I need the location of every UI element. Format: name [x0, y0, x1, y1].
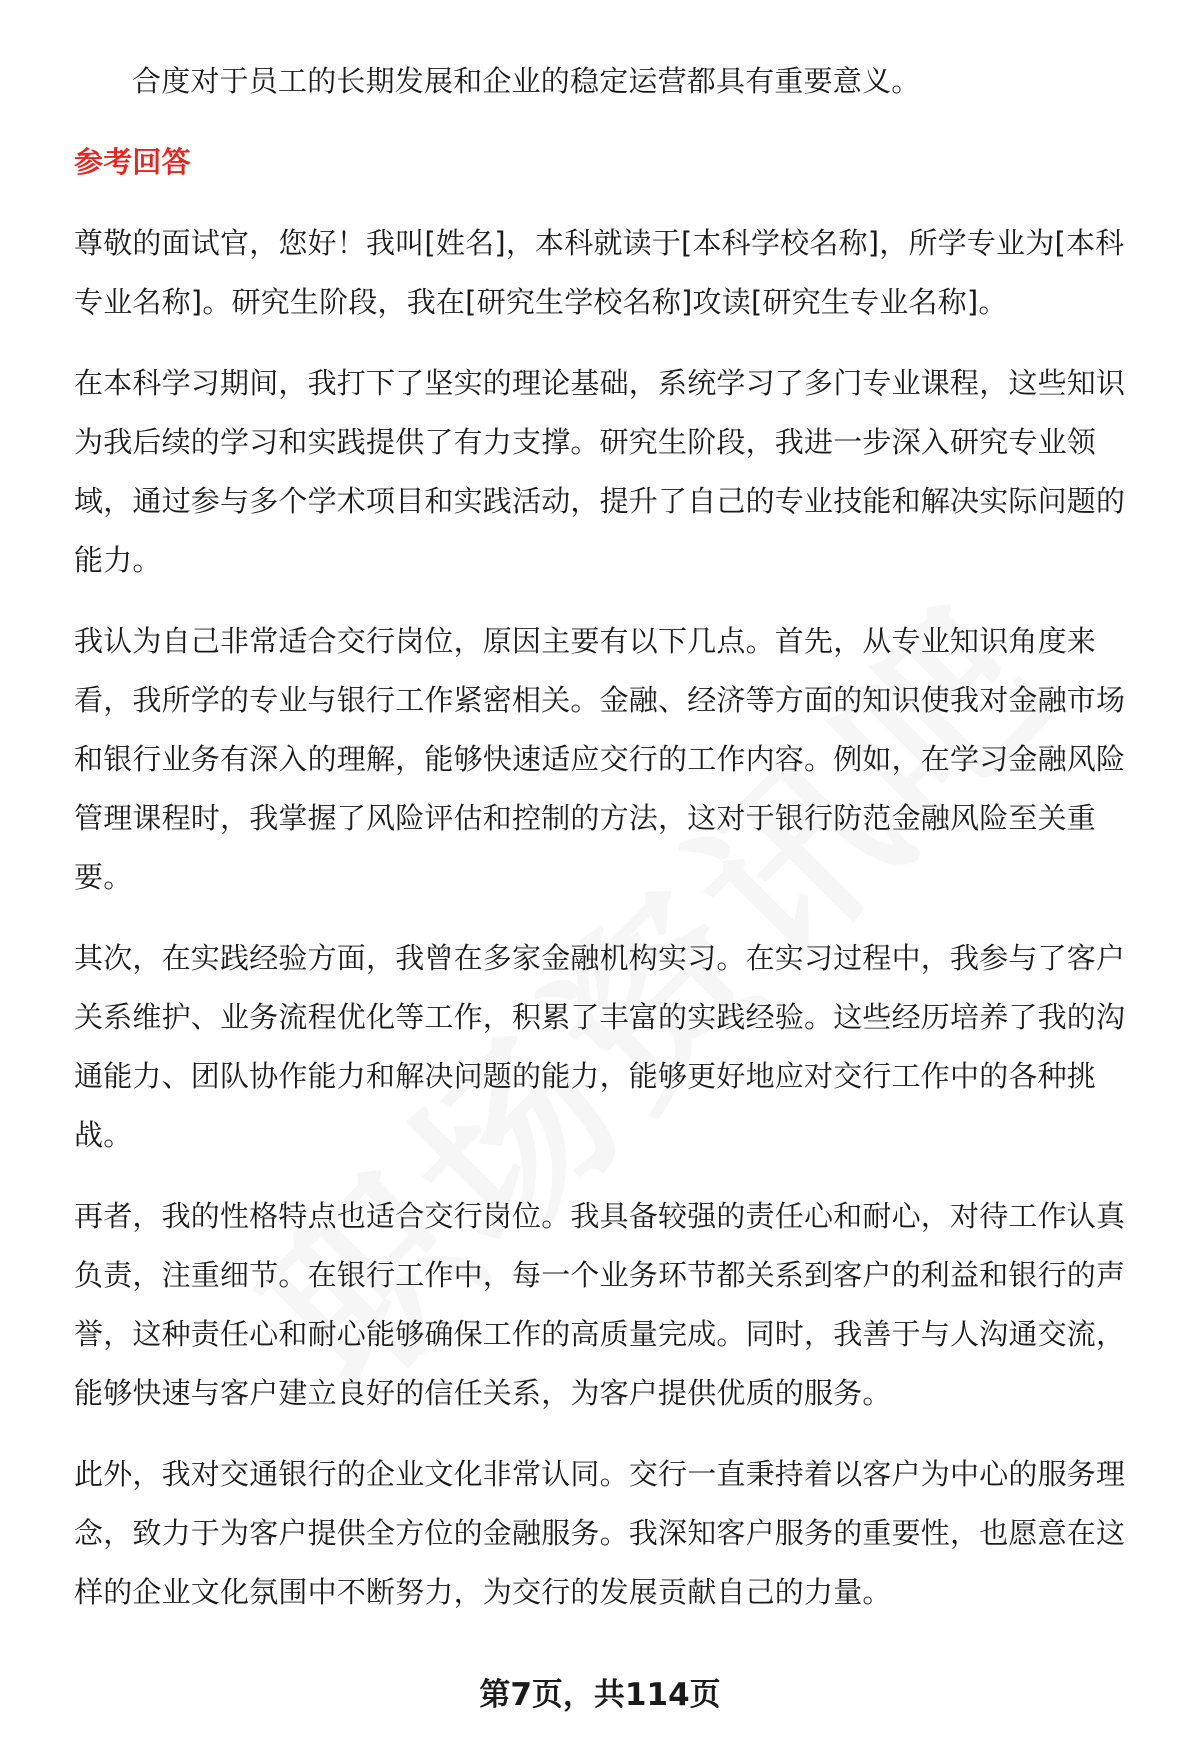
page-number: 第7页，共114页 [479, 1677, 721, 1713]
document-page [74, 52, 1150, 1622]
section-title: 参考回答 [74, 145, 191, 179]
paragraph-education: 在本科学习期间，我打下了坚实的理论基础，系统学习了多门专业课程，这些知识为我后续的学习和实践提供了有力支撑。研究生阶段，我进一步深入研究专业领域，通过参与多个学术项目和实践活动，提升了自己的专业技能和解决实际问题的能力。 [74, 366, 1126, 577]
paragraph-fit-experience: 其次，在实践经验方面，我曾在多家金融机构实习。在实习过程中，我参与了客户关系维护、业务流程优化等工作，积累了丰富的实践经验。这些经历培养了我的沟通能力、团队协作能力和解决问题的能力，能够更好地应对交行工作中的各种挑战。 [74, 941, 1126, 1152]
paragraph-intro: 尊敬的面试官，您好！我叫[姓名]，本科就读于[本科学校名称]，所学专业为[本科专业名称]。研究生阶段，我在[研究生学校名称]攻读[研究生专业名称]。 [74, 226, 1125, 319]
paragraph-culture: 此外，我对交通银行的企业文化非常认同。交行一直秉持着以客户为中心的服务理念，致力于为客户提供全方位的金融服务。我深知客户服务的重要性，也愿意在这样的企业文化氛围中不断努力，为交行的发展贡献自己的力量。 [74, 1457, 1126, 1609]
paragraph-fit-knowledge: 我认为自己非常适合交行岗位，原因主要有以下几点。首先，从专业知识角度来看，我所学的专业与银行工作紧密相关。金融、经济等方面的知识使我对金融市场和银行业务有深入的理解，能够快速适应交行的工作内容。例如，在学习金融风险管理课程时，我掌握了风险评估和控制的方法，这对于银行防范金融风险至关重要。 [74, 624, 1126, 894]
paragraph-fit-personality: 再者，我的性格特点也适合交行岗位。我具备较强的责任心和耐心，对待工作认真负责，注重细节。在银行工作中，每一个业务环节都关系到客户的利益和银行的声誉，这种责任心和耐心能够确保工作的高质量完成。同时，我善于与人沟通交流，能够快速与客户建立良好的信任关系，为客户提供优质的服务。 [74, 1199, 1126, 1410]
continuation-text: 合度对于员工的长期发展和企业的稳定运营都具有重要意义。 [132, 64, 921, 98]
